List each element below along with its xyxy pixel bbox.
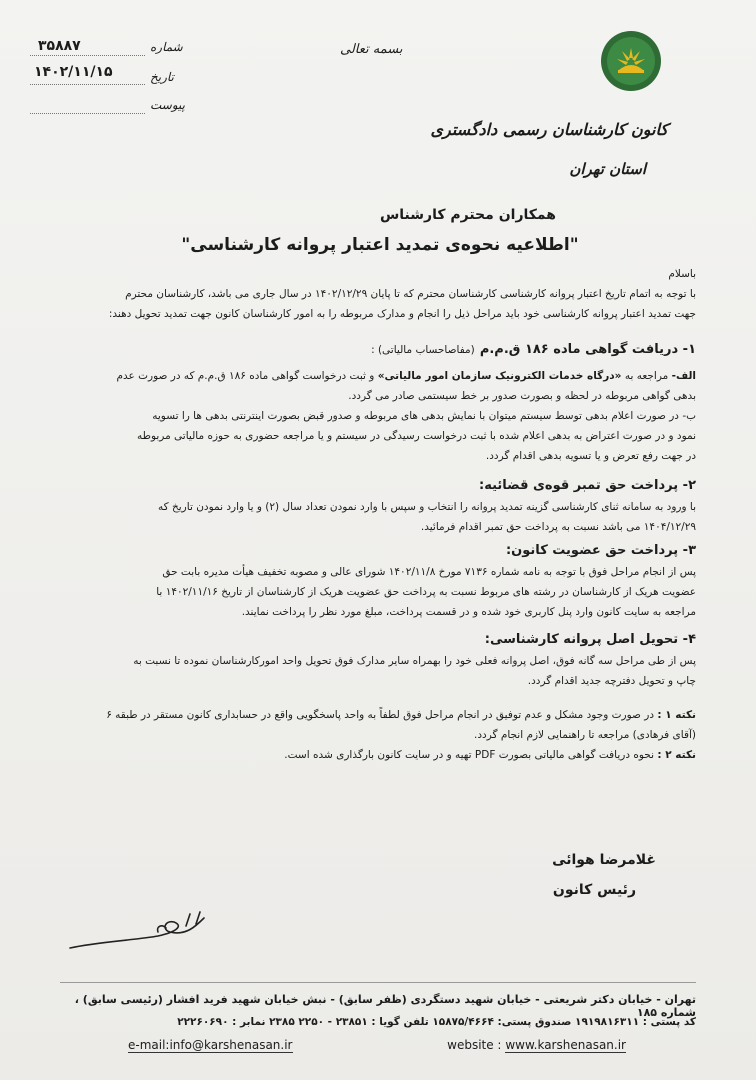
footer-address: تهران - خیابان دکتر شریعتی - خیابان شهید دستگردی (ظفر سابق) - نبش خیابان شهید فرید افشار (رئیسی سابق) ، شماره ۱۸۵ (74, 993, 696, 1019)
section-3-line: عضویت هریک از کارشناسان در رشته های مربوط نسبت به پرداخت حق عضویت هریک از کارشناسان از تاریخ ۱۴۰۲/۱۱/۱۶ با (156, 586, 696, 598)
note-1-line (60, 705, 696, 725)
signatory-role: رئیس کانون (552, 882, 636, 898)
section-1-a-text: و ثبت درخواست گواهی ماده ۱۸۶ ق.م.م که در صورت عدم (116, 370, 375, 382)
section-4-line: پس از طی مراحل سه گانه فوق، اصل پروانه فعلی خود را بهمراه سایر مدارک فوق تحویل واحد امورکارشناسان نموده تا نسبت به (133, 655, 696, 667)
section-1-note: (مفاصاحساب مالیاتی) : (371, 344, 475, 356)
section-2-title: ۲- پرداخت حق تمبر قوه‌ی قضائیه: (479, 478, 696, 493)
note-2-line (60, 745, 696, 765)
section-2-line: ۱۴۰۴/۱۲/۲۹ می باشد نسبت به پرداخت حق تمبر اقدام فرمائید. (420, 521, 696, 533)
note-1-text: در صورت وجود مشکل و عدم توفیق در انجام مراحل فوق لطفاً به واحد پاسخگویی واقع در حسابداری کانون مستقر در طبقه ۶ (106, 709, 655, 721)
section-3-line: مراجعه به سایت کانون وارد پنل کاربری خود شده و در قسمت پرداخت، مبلغ مورد نظر را پرداخت نمایند. (241, 606, 696, 618)
salutation: همکاران محترم کارشناس (379, 207, 556, 223)
footer-website (447, 1038, 626, 1052)
tax-portal-name: «درگاه خدمات الکترونیک سازمان امور مالیاتی» (377, 370, 622, 382)
section-3-title: ۳- پرداخت حق عضویت کانون: (505, 543, 696, 558)
footer-divider (60, 982, 696, 983)
section-1-a-label: الف- (671, 370, 696, 382)
website-link[interactable]: www.karshenasan.ir (505, 1038, 626, 1052)
handwritten-signature (66, 906, 216, 956)
bismillah: بسمه تعالی (340, 42, 403, 57)
organization-logo (600, 30, 662, 92)
section-1-title: ۱- دریافت گواهی ماده ۱۸۶ ق.م.م (479, 342, 696, 357)
note-1-label: نکته ۱ : (657, 709, 696, 721)
number-label: شماره (150, 40, 183, 54)
footer-contacts: کد پستی : ۱۹۱۹۸۱۶۳۱۱ صندوق پستی: ۱۵۸۷۵/۴۶۶۴ تلفن گویا : ۲۳۸۵۱ - ۲۲۵۰ ۲۳۸۵ نمابر : ۲۲۲۶۰۶۹۰ (177, 1016, 696, 1028)
section-1-a-text: مراجعه به (624, 370, 669, 382)
date-label: تاریخ (150, 70, 174, 84)
section-1-b-line: نمود و در صورت اعتراض به بدهی اعلام شده با ثبت درخواست رسیدگی در سیستم و یا مراجعه حضوری به حوزه مالیاتی مربوطه (136, 430, 696, 442)
greeting: باسلام (668, 268, 696, 280)
email-link[interactable]: e-mail:info@karshenasan.ir (128, 1038, 293, 1052)
section-1-a-line (60, 366, 696, 386)
note-1-line: (آقای فرهادی) مراجعه تا راهنمایی لازم انجام گردد. (474, 729, 696, 741)
section-4-title: ۴- تحویل اصل پروانه کارشناسی: (484, 632, 696, 647)
intro-line: جهت تمدید اعتبار پروانه کارشناسی خود باید مراحل ذیل را انجام و مدارک مربوطه را به امور کارشناسان کانون جهت تمدید تحویل دهند: (108, 308, 696, 320)
section-1-b-line: در جهت رفع تعرض و یا تسویه بدهی اقدام گردد. (485, 450, 696, 462)
website-label: website : (447, 1038, 502, 1052)
section-3-line: پس از انجام مراحل فوق با توجه به نامه شماره ۷۱۳۶ مورخ ۱۴۰۲/۱۱/۸ شورای عالی و مصوبه تخفیف هیأت مدیره بابت حق (162, 566, 696, 578)
letter-title: "اطلاعیه نحوه‌ی تمدید اعتبار پروانه کارشناسی" (181, 235, 579, 255)
section-1-a-line: بدهی گواهی مربوطه در لحظه و بصورت صدور بر خط سیستمی صادر می گردد. (348, 390, 696, 402)
note-2-text: نحوه دریافت گواهی مالیاتی بصورت PDF تهیه و در سایت کانون بارگذاری شده است. (284, 749, 655, 761)
note-2-label: نکته ۲ : (657, 749, 696, 761)
intro-line: با توجه به اتمام تاریخ اعتبار پروانه کارشناسی کارشناسان محترم که تا پایان ۱۴۰۲/۱۲/۲۹ در سال جاری می باشد، کارشناسان محترم (125, 288, 696, 300)
section-1-b-line: ب- در صورت اعلام بدهی توسط سیستم میتوان با نمایش بدهی های مربوطه و صدور قبض بصورت اینترنتی بدهی ها را تسویه (152, 410, 696, 422)
section-4-line: چاپ و تحویل دفترچه جدید اقدام گردد. (527, 675, 696, 687)
section-1-heading (60, 338, 696, 360)
attachment-label: پیوست (150, 98, 185, 112)
signatory-name: غلامرضا هوائی (552, 852, 656, 868)
letter-body (60, 264, 696, 765)
section-2-line: با ورود به سامانه ثنای کارشناسی گزینه تمدید پروانه را انتخاب و سپس با وارد نمودن تعداد سال (۲) و یا وارد نمودن تاریخ که (158, 501, 696, 513)
date-value: ۱۴۰۲/۱۱/۱۵ (34, 64, 113, 80)
organization-province: استان تهران (569, 160, 646, 178)
organization-name: کانون کارشناسان رسمی دادگستری (430, 120, 668, 139)
number-value: ۳۵۸۸۷ (38, 38, 81, 54)
